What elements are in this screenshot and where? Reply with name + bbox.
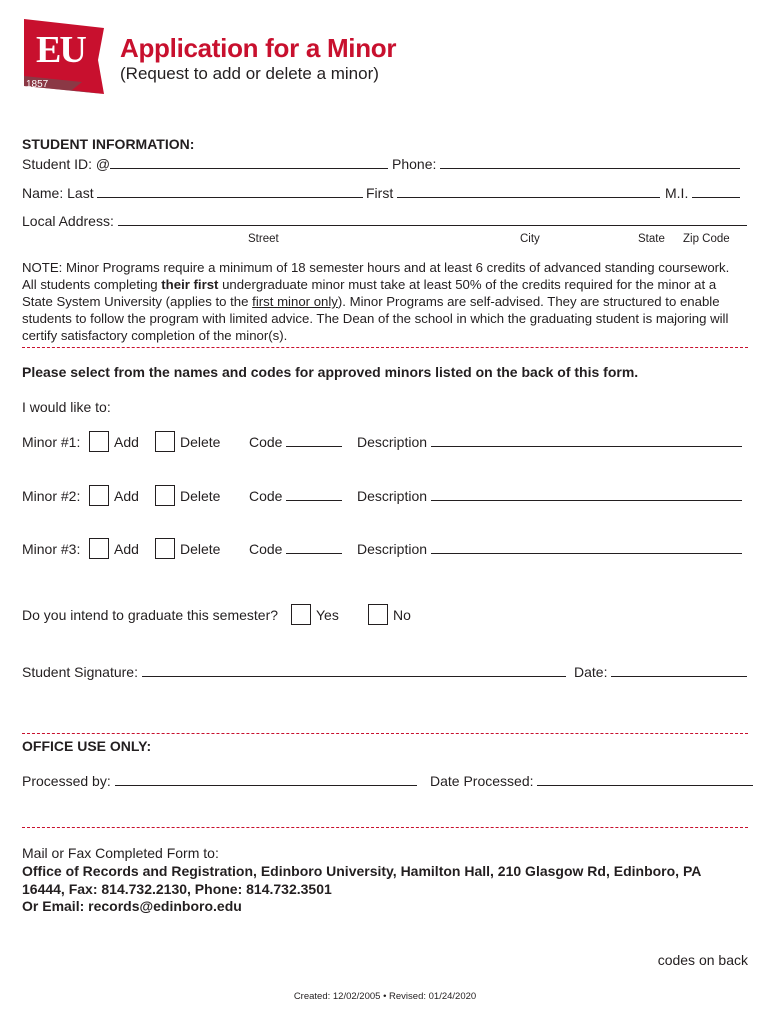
university-logo — [22, 16, 106, 98]
code-label: Code — [249, 488, 283, 504]
description-line[interactable] — [431, 541, 742, 554]
date-processed-field[interactable] — [430, 773, 753, 789]
middle-initial-field[interactable] — [665, 185, 740, 201]
signature-field[interactable] — [22, 664, 566, 680]
logo-letters: EU — [36, 29, 85, 71]
graduate-yes-label: Yes — [316, 607, 339, 623]
graduate-no-checkbox[interactable] — [368, 604, 388, 625]
date-processed-line[interactable] — [537, 773, 753, 786]
city-caption: City — [520, 233, 540, 245]
form-title: Application for a Minor — [120, 33, 397, 63]
last-name-label: Name: Last — [22, 185, 94, 201]
logo-year: 1857 — [26, 79, 49, 90]
code-line[interactable] — [286, 434, 342, 447]
add-label: Add — [114, 541, 139, 557]
signature-date-label: Date: — [574, 664, 608, 680]
minor-label: Minor #3: — [22, 541, 81, 557]
student-id-label: Student ID: @ — [22, 156, 111, 172]
middle-initial-line[interactable] — [692, 185, 740, 198]
code-field[interactable] — [249, 434, 342, 450]
add-label: Add — [114, 434, 139, 450]
delete-checkbox[interactable] — [155, 538, 175, 559]
form-subtitle: (Request to add or delete a minor) — [120, 64, 379, 83]
description-line[interactable] — [431, 488, 742, 501]
note-underlined-text: first minor only — [252, 294, 338, 309]
processed-by-label: Processed by: — [22, 773, 111, 789]
codes-on-back-note: codes on back — [657, 952, 748, 968]
first-name-field[interactable] — [366, 185, 660, 201]
mail-address-line-1: Office of Records and Registration, Edinboro University, Hamilton Hall, 210 Glasgow Rd, Edinboro, PA — [22, 863, 702, 879]
note-text-3: ). Minor Programs are self-advised. They are structured to enable students to follow the program with limited advice. The Dean of the school in which the graduating student is majoring will certify satisfactory completion of the minor(s). — [22, 294, 729, 343]
add-checkbox[interactable] — [89, 431, 109, 452]
would-like-label: I would like to: — [22, 399, 111, 415]
zip-caption: Zip Code — [683, 233, 730, 245]
processed-by-line[interactable] — [115, 773, 417, 786]
description-line[interactable] — [431, 434, 742, 447]
date-processed-label: Date Processed: — [430, 773, 534, 789]
mail-intro: Mail or Fax Completed Form to: — [22, 845, 219, 861]
signature-label: Student Signature: — [22, 664, 138, 680]
description-field[interactable] — [357, 541, 742, 557]
student-id-field[interactable] — [22, 156, 388, 172]
minor-label: Minor #1: — [22, 434, 81, 450]
phone-label: Phone: — [392, 156, 437, 172]
office-divider-top — [22, 733, 748, 734]
signature-date-line[interactable] — [611, 664, 747, 677]
email-line: Or Email: records@edinboro.edu — [22, 898, 242, 914]
note-bold-text: their first — [161, 277, 219, 292]
description-label: Description — [357, 541, 428, 557]
student-info-heading: STUDENT INFORMATION: — [22, 136, 195, 152]
local-address-line[interactable] — [118, 213, 747, 226]
section-divider — [22, 347, 748, 348]
code-label: Code — [249, 434, 283, 450]
signature-line[interactable] — [142, 664, 566, 677]
code-label: Code — [249, 541, 283, 557]
delete-checkbox[interactable] — [155, 431, 175, 452]
add-checkbox[interactable] — [89, 538, 109, 559]
add-checkbox[interactable] — [89, 485, 109, 506]
phone-field[interactable] — [392, 156, 740, 172]
description-field[interactable] — [357, 434, 742, 450]
office-divider-bottom — [22, 827, 748, 828]
delete-label: Delete — [180, 541, 221, 557]
first-name-label: First — [366, 185, 394, 201]
state-caption: State — [638, 233, 665, 245]
select-instruction: Please select from the names and codes for approved minors listed on the back of this form. — [22, 364, 639, 380]
code-line[interactable] — [286, 541, 342, 554]
code-line[interactable] — [286, 488, 342, 501]
delete-label: Delete — [180, 488, 221, 504]
graduate-no-label: No — [393, 607, 411, 623]
signature-date-field[interactable] — [574, 664, 747, 680]
minor-requirements-note — [22, 259, 746, 344]
minor-label: Minor #2: — [22, 488, 81, 504]
delete-label: Delete — [180, 434, 221, 450]
note-text-1: NOTE: Minor Programs require a minimum of 18 semester hours and at least 6 credits of advanced standing coursework. All students completing — [22, 260, 730, 292]
description-label: Description — [357, 434, 428, 450]
code-field[interactable] — [249, 541, 342, 557]
processed-by-field[interactable] — [22, 773, 417, 789]
graduate-question: Do you intend to graduate this semester? — [22, 607, 279, 623]
add-label: Add — [114, 488, 139, 504]
delete-checkbox[interactable] — [155, 485, 175, 506]
middle-initial-label: M.I. — [665, 185, 689, 201]
local-address-field[interactable] — [22, 213, 747, 229]
street-caption: Street — [248, 233, 279, 245]
student-id-line[interactable] — [110, 156, 388, 169]
graduate-yes-checkbox[interactable] — [291, 604, 311, 625]
code-field[interactable] — [249, 488, 342, 504]
description-field[interactable] — [357, 488, 742, 504]
revision-footer: Created: 12/02/2005 • Revised: 01/24/2020 — [293, 991, 477, 1002]
last-name-line[interactable] — [97, 185, 363, 198]
last-name-field[interactable] — [22, 185, 363, 201]
phone-line[interactable] — [440, 156, 740, 169]
office-use-heading: OFFICE USE ONLY: — [22, 738, 152, 754]
mail-address-line-2: 16444, Fax: 814.732.2130, Phone: 814.732.3501 — [22, 881, 332, 897]
first-name-line[interactable] — [397, 185, 660, 198]
local-address-label: Local Address: — [22, 213, 114, 229]
note-text-2: undergraduate minor must take at least 50% of the credits required for the minor at a State System University (applies to the — [22, 277, 717, 309]
description-label: Description — [357, 488, 428, 504]
